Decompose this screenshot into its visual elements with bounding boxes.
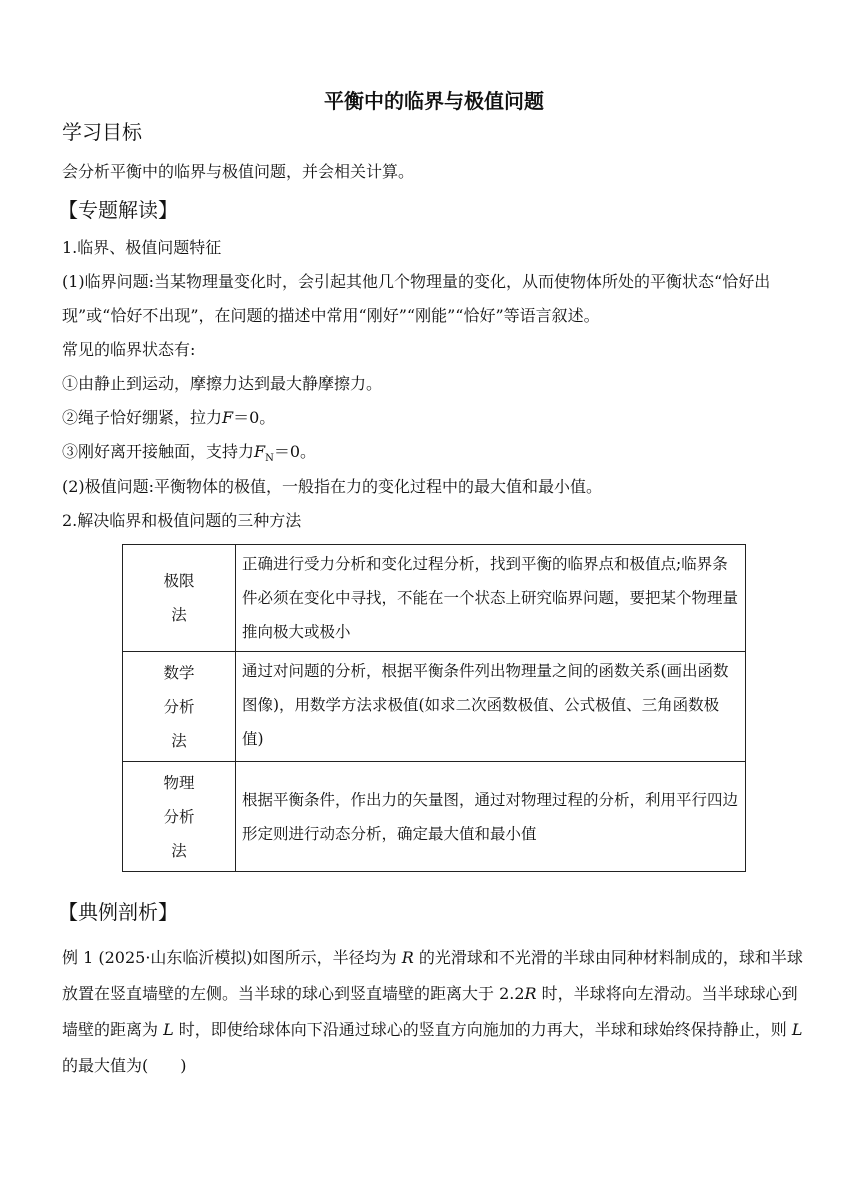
table-row <box>123 652 746 762</box>
example-text-part: 的最大值为( ) <box>62 1056 187 1075</box>
state-3-prefix: ③刚好离开接触面，支持力 <box>62 442 255 461</box>
example-text-part: 例 1 (2025·山东临沂模拟)如图所示，半径均为 <box>62 948 402 967</box>
critical-problem-paragraph: (1)临界问题:当某物理量变化时，会引起其他几个物理量的变化，从而使物体所处的平衡状态“恰好出现”或“恰好不出现”，在问题的描述中常用“刚好”“刚能”“恰好”等语言叙述。 <box>62 272 771 325</box>
state-2-var: F <box>222 408 234 427</box>
example-text-part: 的光滑球和不光滑的半球由同种材料制成的，球和半球放置在竖直墙壁的左侧。当半球的球心到竖直墙壁的距离大于 2.2 <box>62 948 803 1003</box>
method-desc-cell: 根据平衡条件，作出力的矢量图，通过对物理过程的分析，利用平行四边形定则进行动态分析，确定最大值和最小值 <box>236 762 746 872</box>
table-row <box>123 545 746 652</box>
method-name-line: 分析 <box>163 807 195 826</box>
goal-heading: 学习目标 <box>62 120 142 144</box>
state-2-suffix: ＝0。 <box>233 408 276 427</box>
state-2 <box>62 406 275 430</box>
example-text-part: 时，半球将向左滑动。当半球球心到墙壁的距离为 <box>62 984 798 1039</box>
goal-text: 会分析平衡中的临界与极值问题，并会相关计算。 <box>62 162 415 181</box>
state-3-var: F <box>254 442 266 461</box>
example-var: R <box>401 948 414 967</box>
method-name-line: 法 <box>171 731 187 750</box>
method-name-line: 法 <box>171 606 187 624</box>
example-heading: 【典例剖析】 <box>58 900 178 924</box>
topic-heading: 【专题解读】 <box>58 198 178 222</box>
state-2-prefix: ②绳子恰好绷紧，拉力 <box>62 408 223 427</box>
section-2-heading: 2.解决临界和极值问题的三种方法 <box>62 511 302 530</box>
method-name-line: 数学 <box>163 663 195 682</box>
method-desc-cell: 通过对问题的分析，根据平衡条件列出物理量之间的函数关系(画出函数图像)，用数学方法求极值(如求二次函数极值、公式极值、三角函数极值) <box>236 652 746 762</box>
extreme-problem-paragraph: (2)极值问题:平衡物体的极值，一般指在力的变化过程中的最大值和最小值。 <box>62 477 603 496</box>
state-3-suffix: ＝0。 <box>273 442 317 461</box>
state-1: ①由静止到运动，摩擦力达到最大静摩擦力。 <box>62 374 383 393</box>
method-name-cell <box>123 762 236 872</box>
method-name-cell <box>123 652 236 762</box>
method-desc-cell: 正确进行受力分析和变化过程分析，找到平衡的临界点和极值点;临界条件必须在变化中寻找，不能在一个状态上研究临界问题，要把某个物理量推向极大或极小 <box>236 545 746 652</box>
method-name-cell <box>123 545 236 652</box>
example-var: R <box>524 984 537 1003</box>
example-text-part: 时，即使给球体向下沿通过球心的竖直方向施加的力再大，半球和球始终保持静止，则 <box>173 1020 792 1039</box>
table-row <box>123 762 746 872</box>
method-name-line: 极限 <box>163 572 195 590</box>
section-1-heading: 1.临界、极值问题特征 <box>62 238 222 257</box>
state-3-sub: N <box>265 453 274 465</box>
example-var: L <box>163 1020 174 1039</box>
example-var: L <box>791 1020 803 1039</box>
method-name-line: 分析 <box>163 697 195 716</box>
method-name-line: 法 <box>171 841 187 860</box>
example-1-text <box>62 940 812 1084</box>
page-title: 平衡中的临界与极值问题 <box>324 89 544 113</box>
state-3 <box>62 440 316 471</box>
method-name-line: 物理 <box>163 773 195 792</box>
methods-table <box>122 544 746 872</box>
common-states-heading: 常见的临界状态有: <box>62 340 196 359</box>
